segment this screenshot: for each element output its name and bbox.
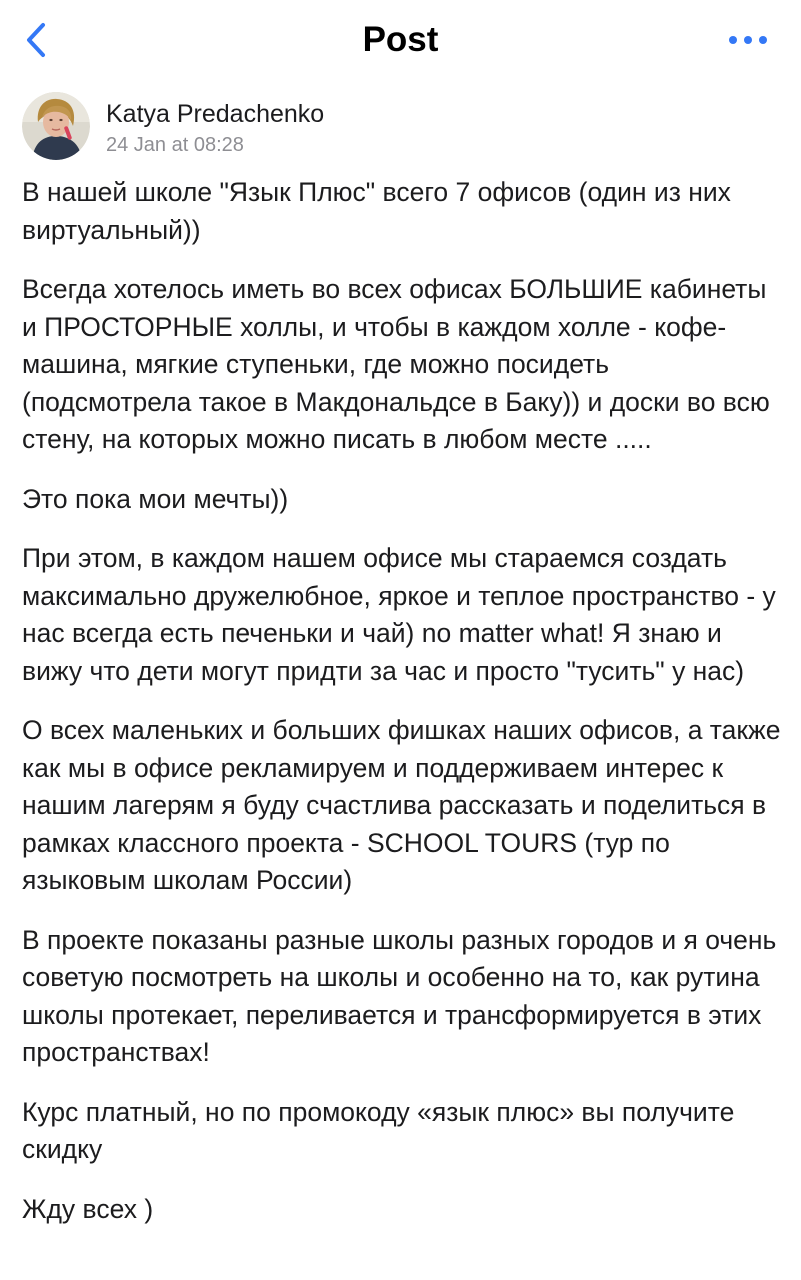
post-body	[22, 174, 784, 1250]
post-paragraph: В нашей школе "Язык Плюс" всего 7 офисов (один из них виртуальный))	[22, 177, 731, 245]
post-date: 24 Jan at 08:28	[106, 134, 244, 156]
post-paragraph: При этом, в каждом нашем офисе мы стараемся создать максимально дружелюбное, яркое и теплое пространство - у нас всегда есть печеньки и чай) no matter what! Я знаю и вижу что дети могут придти за час и просто "тусить" у нас)	[22, 543, 776, 686]
post-paragraph: Это пока мои мечты))	[22, 483, 289, 514]
avatar[interactable]	[22, 92, 90, 160]
author-name[interactable]: Katya Predachenko	[106, 100, 325, 128]
more-button[interactable]	[723, 22, 773, 58]
user-avatar-photo	[22, 92, 90, 160]
post-paragraph: Всегда хотелось иметь во всех офисах БОЛЬШИЕ кабинеты и ПРОСТОРНЫЕ холлы, и чтобы в каждом холле - кофе-машина, мягкие ступеньки, где можно посидеть (подсмотрела такое в Макдональдсе в Баку)) и доски во всю стену, на которых можно писать в любом месте .....	[22, 274, 770, 454]
back-button[interactable]	[14, 16, 58, 64]
post-paragraph: Курс платный, но по промокоду «язык плюс» вы получите скидку	[22, 1096, 735, 1164]
chevron-left-icon	[25, 22, 47, 58]
page-title: Post	[362, 20, 439, 59]
ellipsis-icon	[728, 35, 768, 45]
post-paragraph: О всех маленьких и больших фишках наших офисов, а также как мы в офисе рекламируем и поддерживаем интерес к нашим лагерям я буду счастлива рассказать и поделиться в рамках классного проекта - SCHOOL TOURS (тур по языковым школам России)	[22, 715, 781, 895]
post-paragraph: Жду всех )	[22, 1193, 154, 1224]
nav-bar	[0, 0, 801, 80]
post-paragraph: В проекте показаны разные школы разных городов и я очень советую посмотреть на школы и особенно на то, как рутина школы протекает, переливается и трансформируется в этих пространствах!	[22, 924, 777, 1067]
post-author-header	[22, 92, 782, 164]
